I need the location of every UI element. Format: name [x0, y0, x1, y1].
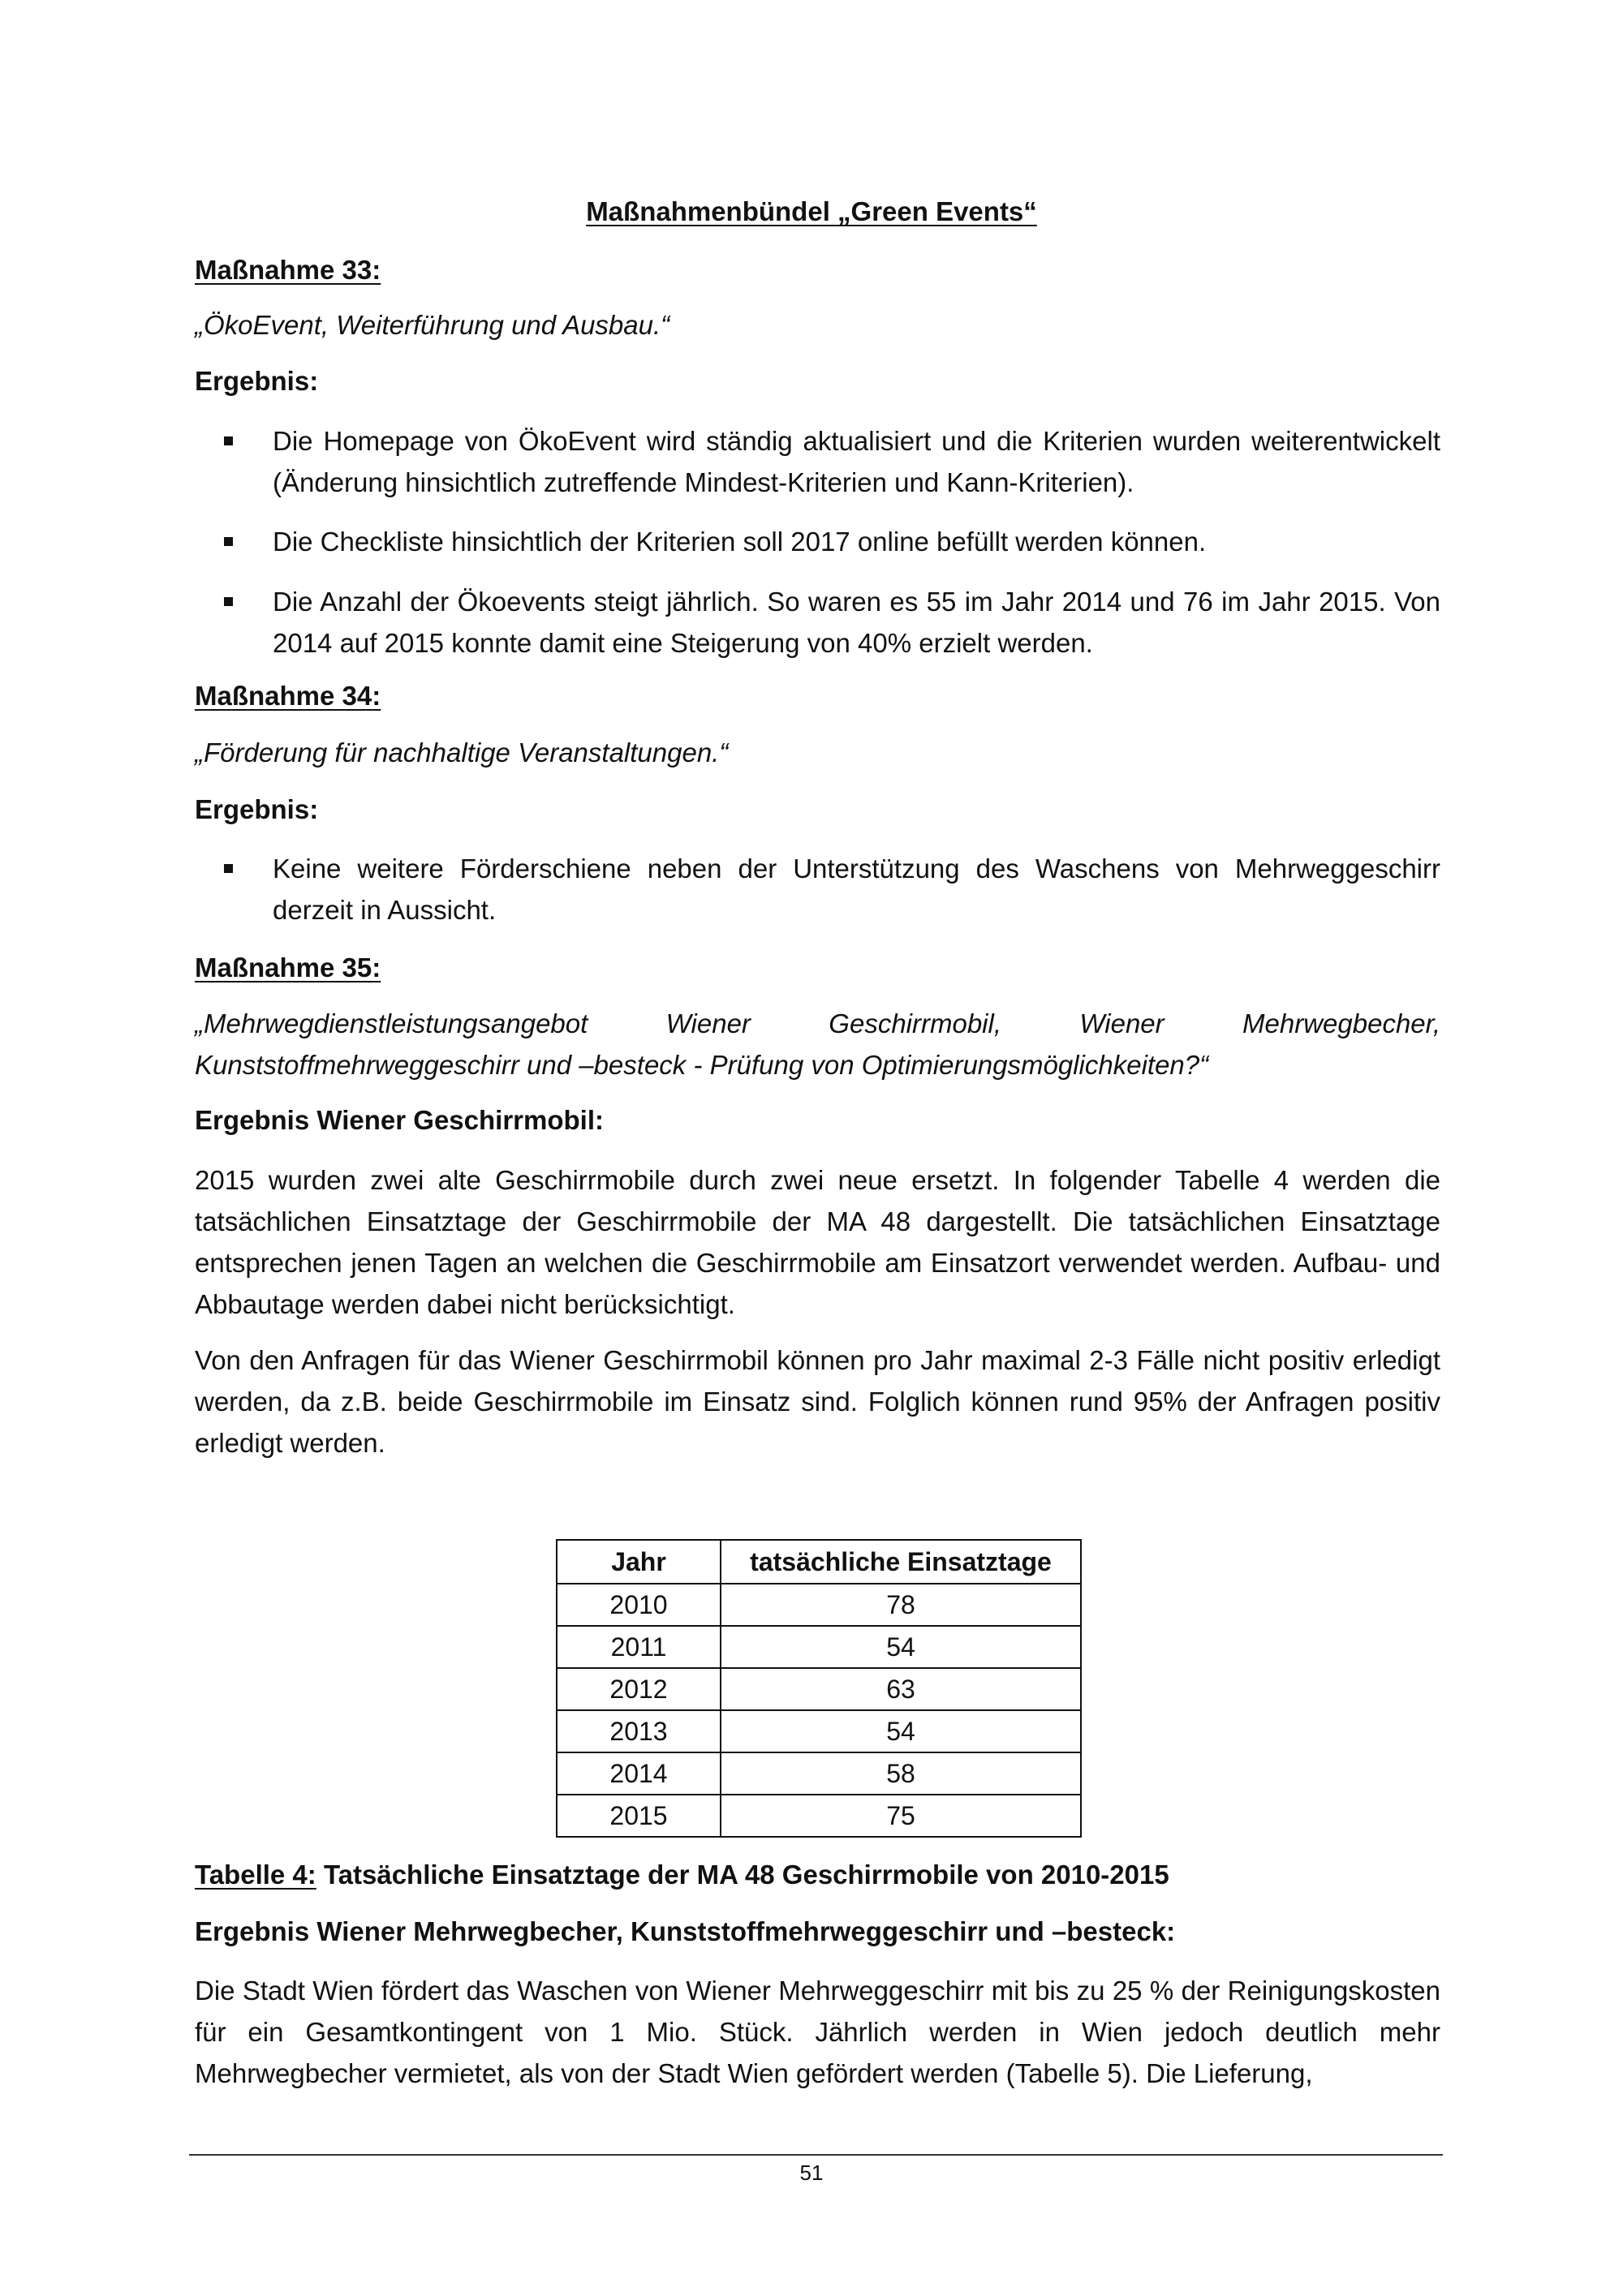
table-cell-days: 58: [721, 1752, 1081, 1795]
table-row: [557, 1584, 1081, 1626]
table-cell-year: 2012: [557, 1668, 721, 1710]
table-cell-days: 75: [721, 1795, 1081, 1837]
table-cell-days: 63: [721, 1668, 1081, 1710]
paragraph: Die Stadt Wien fördert das Waschen von Wiener Mehrweggeschirr mit bis zu 25 % der Reinigungskosten für ein Gesamtkontingent von 1 Mio. Stück. Jährlich werden in Wien jedoch deutlich mehr Mehrwegbecher vermietet, als von der Stadt Wien gefördert werden (Tabelle 5). Die Lieferung,: [195, 1976, 1440, 2088]
table-cell-days: 54: [721, 1626, 1081, 1668]
table-row: [557, 1668, 1081, 1710]
result-geschirrmobil-label: Ergebnis Wiener Geschirrmobil:: [195, 1105, 604, 1135]
paragraph: 2015 wurden zwei alte Geschirrmobile durch zwei neue ersetzt. In folgender Tabelle 4 werden die tatsächlichen Einsatztage der Geschirrmobile der MA 48 dargestellt. Die tatsächlichen Einsatztage entsprechen jenen Tagen an welchen die Geschirrmobile am Einsatzort verwendet werden. Aufbau- und Abbautage werden dabei nicht berücksichtigt.: [195, 1165, 1440, 1319]
bundle-title: Maßnahmenbündel „Green Events“: [586, 196, 1037, 226]
bullet-marker: [224, 537, 233, 546]
table-cell-year: 2013: [557, 1710, 721, 1752]
table-cell-days: 54: [721, 1710, 1081, 1752]
table-row: [557, 1795, 1081, 1837]
einsatztage-table: [556, 1539, 1082, 1838]
measure-33-heading: Maßnahme 33:: [195, 255, 381, 285]
table-row: [557, 1752, 1081, 1795]
table-cell-year: 2010: [557, 1584, 721, 1626]
measure-35-heading: Maßnahme 35:: [195, 952, 381, 982]
bullet-text: Die Anzahl der Ökoevents steigt jährlich. So waren es 55 im Jahr 2014 und 76 im Jahr 2015. Von 2014 auf 2015 konnte damit eine Steigerung von 40% erzielt werden.: [273, 587, 1440, 658]
table-row: [557, 1626, 1081, 1668]
bullet-text: Die Homepage von ÖkoEvent wird ständig aktualisiert und die Kriterien wurden weiterentwickelt (Änderung hinsichtlich zutreffende Mindest-Kriterien und Kann-Kriterien).: [273, 426, 1440, 497]
table-cell-year: 2015: [557, 1795, 721, 1837]
bullet-marker: [224, 436, 233, 445]
bullet-text: Die Checkliste hinsichtlich der Kriterien soll 2017 online befüllt werden können.: [273, 527, 1207, 557]
paragraph: Von den Anfragen für das Wiener Geschirrmobil können pro Jahr maximal 2-3 Fälle nicht positiv erledigt werden, da z.B. beide Geschirrmobile im Einsatz sind. Folglich können rund 95% der Anfragen positiv erledigt werden.: [195, 1345, 1440, 1458]
table-cell-year: 2011: [557, 1626, 721, 1668]
column-header-year: Jahr: [557, 1540, 721, 1584]
table-header-row: [557, 1540, 1081, 1584]
result-becher-label: Ergebnis Wiener Mehrwegbecher, Kunststoffmehrweggeschirr und –besteck:: [195, 1916, 1176, 1946]
table-cell-days: 78: [721, 1584, 1081, 1626]
table-caption-text: Tatsächliche Einsatztage der MA 48 Geschirrmobile von 2010-2015: [316, 1860, 1169, 1890]
measure-35-quote: „Mehrwegdienstleistungsangebot Wiener Geschirrmobil, Wiener Mehrwegbecher, Kunststoffmehrweggeschirr und –besteck - Prüfung von Optimierungsmöglichkeiten?“: [195, 1008, 1440, 1080]
footer-divider: [189, 2154, 1443, 2156]
measure-33-result-label: Ergebnis:: [195, 366, 319, 396]
column-header-days: tatsächliche Einsatztage: [721, 1540, 1081, 1584]
measure-34-result-label: Ergebnis:: [195, 794, 319, 824]
bullet-marker: [224, 597, 233, 606]
bullet-text: Keine weitere Förderschiene neben der Unterstützung des Waschens von Mehrweggeschirr derzeit in Aussicht.: [273, 853, 1440, 925]
measure-34-heading: Maßnahme 34:: [195, 681, 381, 711]
page-number: 51: [799, 2161, 824, 2185]
measure-33-quote: „ÖkoEvent, Weiterführung und Ausbau.“: [195, 310, 670, 340]
table-caption-label: Tabelle 4:: [195, 1860, 316, 1890]
table-cell-year: 2014: [557, 1752, 721, 1795]
table-caption: [195, 1854, 1440, 1895]
bullet-marker: [224, 864, 233, 873]
measure-34-quote: „Förderung für nachhaltige Veranstaltungen.“: [195, 737, 729, 767]
table-row: [557, 1710, 1081, 1752]
